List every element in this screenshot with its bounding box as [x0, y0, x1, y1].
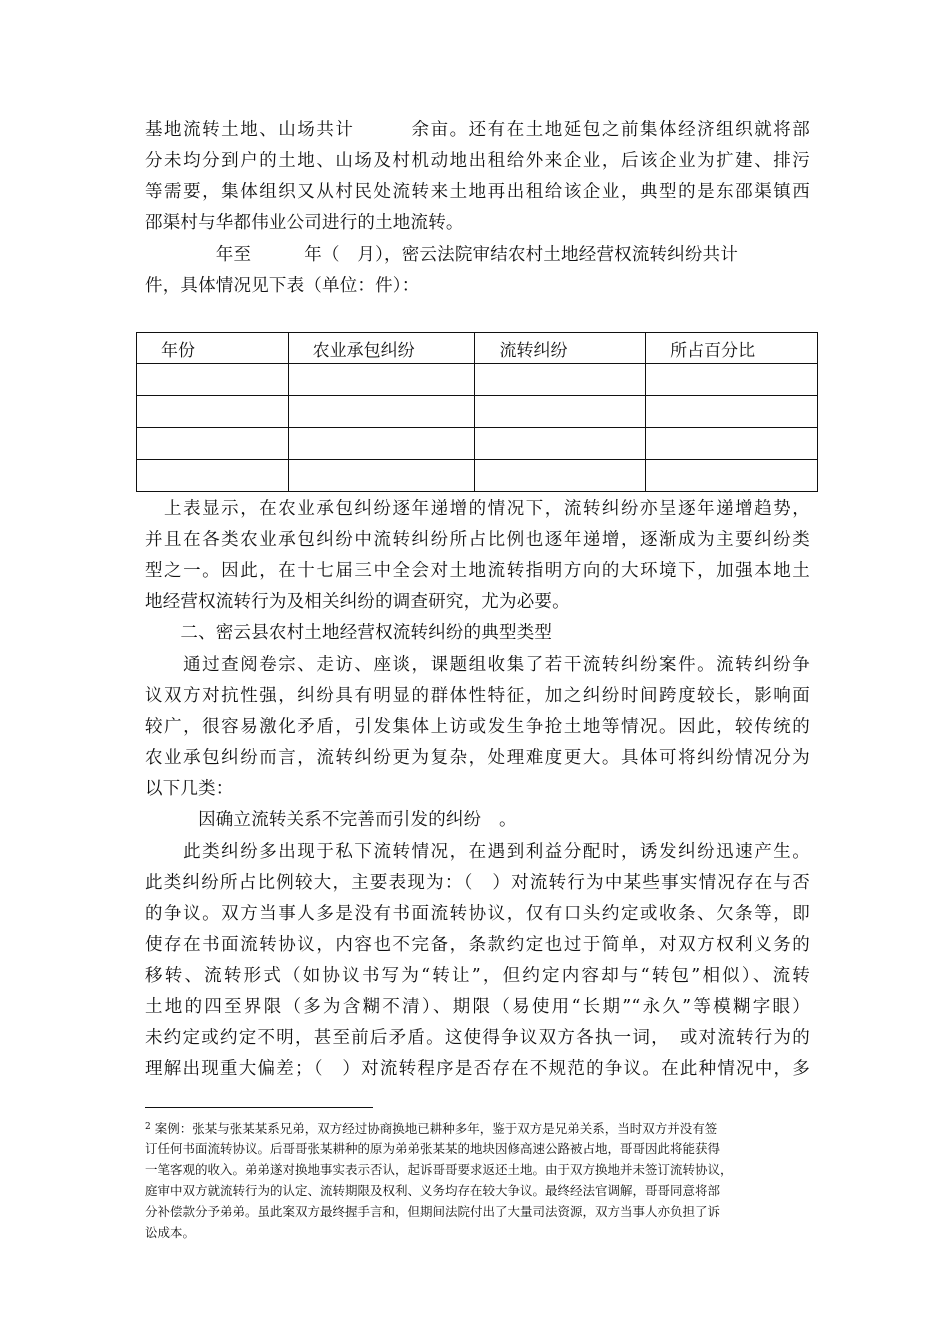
- text-line: 的争议。双方当事人多是没有书面流转协议，仅有口头约定或收条、欠条等，即: [145, 904, 810, 924]
- footnote-line: 分补偿款分予弟弟。虽此案双方最终握手言和，但期间法院付出了大量司法资源，双方当事人亦负担了诉: [145, 1204, 721, 1219]
- table-cell: [475, 364, 646, 396]
- text-line: 邵渠村与华都伟业公司进行的土地流转。: [145, 213, 464, 233]
- table-header-row: [137, 333, 818, 364]
- column-header-percentage: 所占百分比: [646, 333, 818, 364]
- text-line: 型之一。因此，在十七届三中全会对土地流转指明方向的大环境下，加强本地土: [145, 561, 810, 581]
- text-line: 理解出现重大偏差；（ ）对流转程序是否存在不规范的争议。在此种情况中，多: [145, 1059, 810, 1079]
- table-cell: [646, 364, 818, 396]
- table-cell: [646, 396, 818, 428]
- table-cell: [475, 396, 646, 428]
- text-line: 等需要，集体组织又从村民处流转来土地再出租给该企业，典型的是东邵渠镇西: [145, 182, 810, 202]
- column-header-contract-disputes: 农业承包纠纷: [288, 333, 475, 364]
- table-cell: [288, 428, 475, 460]
- text-line: 基地流转土地、山场共计 余亩。还有在土地延包之前集体经济组织就将部: [145, 120, 810, 140]
- footnote-separator: [145, 1107, 373, 1108]
- footnote-line: 一笔客观的收入。弟弟遂对换地事实表示否认，起诉哥哥要求返还土地。由于双方换地并未签订流转协议，: [145, 1162, 733, 1177]
- section-heading: 二、密云县农村土地经营权流转纠纷的典型类型: [145, 623, 553, 643]
- text-line: 分未均分到户的土地、山场及村机动地出租给外来企业，后该企业为扩建、排污: [145, 151, 810, 171]
- subsection-heading: 因确立流转关系不完善而引发的纠纷 。: [145, 810, 517, 830]
- text-line: 此类纠纷所占比例较大，主要表现为：（ ）对流转行为中某些事实情况存在与否: [145, 873, 810, 893]
- table-cell: [646, 428, 818, 460]
- text-line: 较广，很容易激化矛盾，引发集体上访或发生争抢土地等情况。因此，较传统的: [145, 717, 810, 737]
- table-cell: [288, 364, 475, 396]
- text-line: 农业承包纠纷而言，流转纠纷更为复杂，处理难度更大。具体可将纠纷情况分为: [145, 748, 810, 768]
- text-line: 未约定或约定不明，甚至前后矛盾。这使得争议双方各执一词， 或对流转行为的: [145, 1028, 810, 1048]
- column-header-transfer-disputes: 流转纠纷: [475, 333, 646, 364]
- column-header-year: 年份: [137, 333, 289, 364]
- table-row: [137, 396, 818, 428]
- table-cell: [475, 428, 646, 460]
- footnote-line: 讼成本。: [145, 1225, 196, 1240]
- text-line: 年至 年（ 月），密云法院审结农村土地经营权流转纠纷共计: [145, 245, 739, 265]
- text-line: 移转、流转形式（如协议书写为“转让”，但约定内容却与“转包”相似）、流转: [145, 966, 810, 986]
- table-cell: [288, 396, 475, 428]
- text-line: 以下几类：: [145, 779, 234, 799]
- table-cell: [646, 460, 818, 492]
- footnote-line: [145, 1117, 810, 1139]
- footnote-line: 订任何书面流转协议。后哥哥张某耕种的原为弟弟张某某的地块因修高速公路被占地，哥哥因此将能获得: [145, 1141, 721, 1156]
- table-cell: [475, 460, 646, 492]
- table-cell: [137, 364, 289, 396]
- table-cell: [137, 428, 289, 460]
- text-line: 土地的四至界限（多为含糊不清）、期限（易使用“长期”“永久”等模糊字眼）: [145, 997, 810, 1017]
- text-line: 此类纠纷多出现于私下流转情况，在遇到利益分配时，诱发纠纷迅速产生。: [145, 842, 810, 862]
- footnote-line: 庭审中双方就流转行为的认定、流转期限及权利、义务均存在较大争议。最终经法官调解，哥哥同意将部: [145, 1183, 721, 1198]
- text-line: 通过查阅卷宗、走访、座谈，课题组收集了若干流转纠纷案件。流转纠纷争: [145, 655, 810, 675]
- table-cell: [137, 460, 289, 492]
- text-line: 件，具体情况见下表（单位：件）：: [145, 276, 420, 296]
- footnote-number: 2: [145, 1122, 151, 1132]
- text-line: 上表显示，在农业承包纠纷逐年递增的情况下，流转纠纷亦呈逐年递增趋势，: [145, 499, 810, 519]
- table-cell: [288, 460, 475, 492]
- table-cell: [137, 396, 289, 428]
- text-line: 议双方对抗性强，纠纷具有明显的群体性特征，加之纠纷时间跨度较长，影响面: [145, 686, 810, 706]
- table-row: [137, 460, 818, 492]
- footnote-text: 案例：张某与张某某系兄弟，双方经过协商换地已耕种多年，鉴于双方是兄弟关系，当时双方并没有签: [154, 1121, 718, 1136]
- table-row: [137, 428, 818, 460]
- table-row: [137, 364, 818, 396]
- text-line: 并且在各类农业承包纠纷中流转纠纷所占比例也逐年递增，逐渐成为主要纠纷类: [145, 530, 810, 550]
- text-line: 使存在书面流转协议，内容也不完备，条款约定也过于简单，对双方权利义务的: [145, 935, 810, 955]
- text-line: 地经营权流转行为及相关纠纷的调查研究，尤为必要。: [145, 592, 570, 612]
- dispute-statistics-table: [136, 332, 818, 492]
